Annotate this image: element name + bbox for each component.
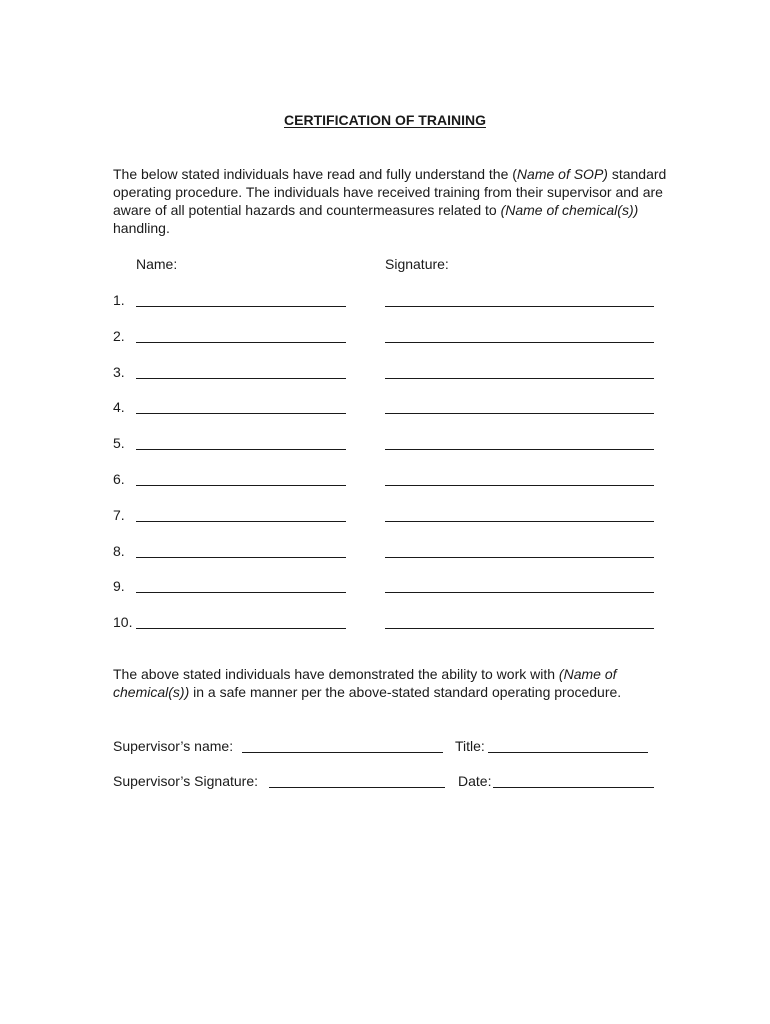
name-field[interactable] xyxy=(136,413,346,414)
supervisor-name-field[interactable] xyxy=(242,752,443,753)
trainee-row xyxy=(0,613,770,633)
intro-text-3: handling. xyxy=(113,220,170,236)
trainee-row xyxy=(0,470,770,490)
supervisor-title-label: Title: xyxy=(455,738,485,754)
closing-text-2: in a safe manner per the above-stated standard operating procedure. xyxy=(189,684,622,700)
row-number: 5. xyxy=(113,435,125,452)
supervisor-signature-field[interactable] xyxy=(269,787,445,788)
row-number: 7. xyxy=(113,506,125,523)
closing-paragraph xyxy=(113,665,673,701)
supervisor-signature-row xyxy=(113,772,673,792)
signature-field[interactable] xyxy=(385,592,654,593)
row-number: 10. xyxy=(113,614,133,631)
date-label: Date: xyxy=(458,773,492,789)
signature-field[interactable] xyxy=(385,557,654,558)
intro-text-1: The below stated individuals have read and fully understand the ( xyxy=(113,166,517,182)
trainee-row xyxy=(0,398,770,418)
signature-field[interactable] xyxy=(385,485,654,486)
document-title: CERTIFICATION OF TRAINING xyxy=(284,112,486,128)
signature-field[interactable] xyxy=(385,449,654,450)
name-column-header: Name: xyxy=(136,256,178,272)
supervisor-title-field[interactable] xyxy=(488,752,648,753)
signature-field[interactable] xyxy=(385,306,654,307)
signature-field[interactable] xyxy=(385,521,654,522)
signature-column-header: Signature: xyxy=(385,256,449,272)
name-field[interactable] xyxy=(136,449,346,450)
name-field[interactable] xyxy=(136,521,346,522)
signature-field[interactable] xyxy=(385,378,654,379)
chemical-name-placeholder: (Name of chemical(s)) xyxy=(500,202,639,218)
trainee-row xyxy=(0,291,770,311)
intro-paragraph xyxy=(113,165,673,237)
sop-name-placeholder: Name of SOP) xyxy=(516,166,608,182)
name-field[interactable] xyxy=(136,342,346,343)
closing-text-1: The above stated individuals have demonstrated the ability to work with xyxy=(113,666,559,682)
trainee-row xyxy=(0,363,770,383)
trainee-row xyxy=(0,577,770,597)
row-number: 1. xyxy=(113,292,125,308)
date-field[interactable] xyxy=(493,787,654,788)
name-field[interactable] xyxy=(136,306,346,307)
row-number: 2. xyxy=(113,327,125,344)
row-number: 4. xyxy=(113,399,125,416)
closing-chemical-placeholder: (Name of chemical(s)) xyxy=(113,666,617,700)
name-field[interactable] xyxy=(136,485,346,486)
trainee-row xyxy=(0,506,770,526)
trainee-row xyxy=(0,327,770,347)
signature-field[interactable] xyxy=(385,628,654,629)
supervisor-signature-label: Supervisor’s Signature: xyxy=(113,773,259,789)
name-field[interactable] xyxy=(136,378,346,379)
trainee-row xyxy=(0,434,770,454)
row-number: 8. xyxy=(113,542,125,559)
supervisor-name-label: Supervisor’s name: xyxy=(113,738,234,754)
name-field[interactable] xyxy=(136,557,346,558)
name-field[interactable] xyxy=(136,592,346,593)
row-number: 6. xyxy=(113,471,125,487)
intro-text-2: standard operating procedure. The individuals have received training from their supervisor and are aware of all potential hazards and countermeasures related to xyxy=(113,166,667,218)
signature-field[interactable] xyxy=(385,342,654,343)
row-number: 3. xyxy=(113,363,125,380)
signature-field[interactable] xyxy=(385,413,654,414)
row-number: 9. xyxy=(113,578,125,595)
name-field[interactable] xyxy=(136,628,346,629)
supervisor-name-row xyxy=(113,737,673,757)
trainee-row xyxy=(0,542,770,562)
